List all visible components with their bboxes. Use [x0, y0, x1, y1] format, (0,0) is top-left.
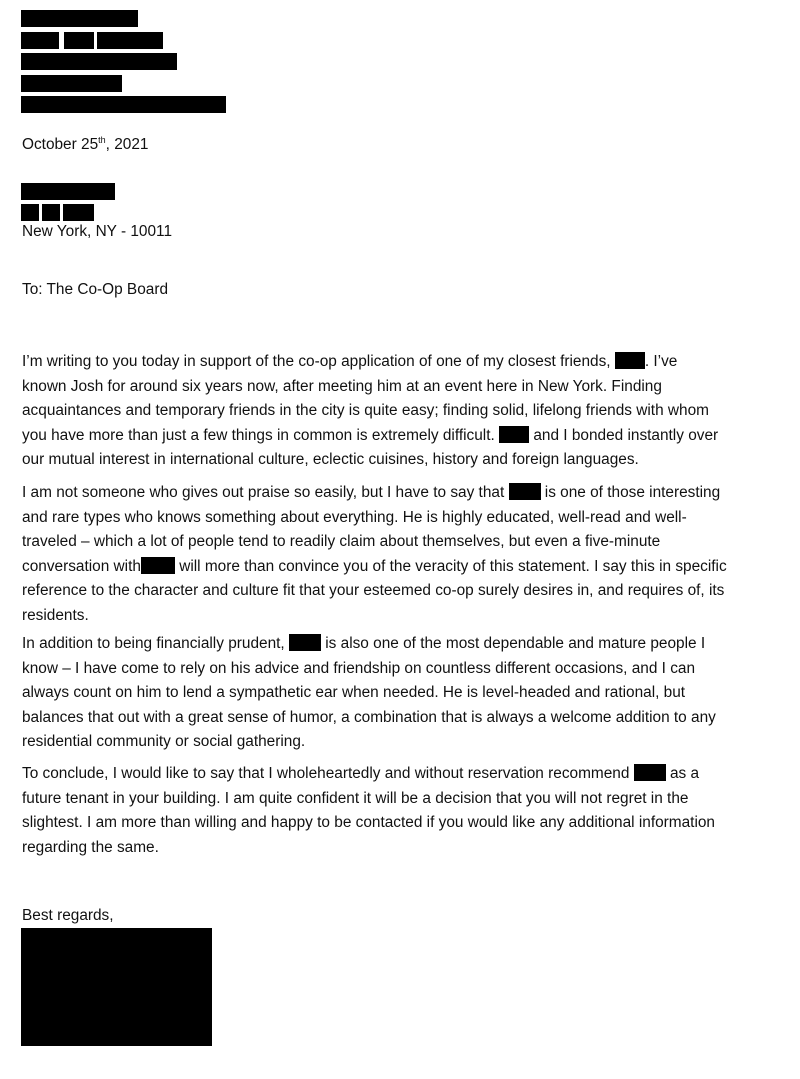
paragraph-line: conversation with will more than convince you of the veracity of this statement. I say this in specific [22, 557, 727, 575]
paragraph-line: known Josh for around six years now, after meeting him at an event here in New York. Finding [22, 377, 662, 395]
paragraph-line: and rare types who knows something about everything. He is highly educated, well-read and well- [22, 508, 687, 526]
redacted-sender-name [21, 10, 138, 27]
date-suffix: th [98, 135, 106, 145]
closing: Best regards, [22, 907, 114, 924]
body-paragraph-1 [22, 350, 782, 473]
paragraph-line: reference to the character and culture fit that your esteemed co-op surely desires in, and requires of, its [22, 582, 725, 600]
date-month-day: October 25 [22, 136, 99, 153]
paragraph-line: always count on him to lend a sympathetic ear when needed. He is level-headed and rational, but [22, 684, 686, 702]
redacted-name [499, 426, 529, 443]
paragraph-line: I am not someone who gives out praise so easily, but I have to say that is one of those interesting [22, 484, 721, 501]
redacted-recipient-street [63, 204, 94, 221]
redacted-name [509, 483, 541, 500]
redacted-name [634, 764, 666, 781]
paragraph-line: our mutual interest in international culture, eclectic cuisines, history and foreign languages. [22, 451, 639, 469]
body-paragraph-3 [22, 632, 782, 755]
recipient-city: New York, NY - 10011 [22, 223, 173, 240]
paragraph-line: traveled – which a lot of people tend to readily claim about themselves, but even a five-minute [22, 533, 661, 551]
paragraph-line: you have more than just a few things in common is extremely difficult. and I bonded instantly over [22, 426, 719, 444]
paragraph-line: residents. [22, 606, 89, 624]
redacted-sender-street [97, 32, 163, 49]
redacted-recipient-name [21, 183, 115, 200]
date-year: , 2021 [105, 136, 149, 153]
salutation: To: The Co-Op Board [22, 281, 168, 298]
redacted-sender-street [21, 32, 59, 49]
body-paragraph-4 [22, 762, 782, 860]
paragraph-line: To conclude, I would like to say that I wholeheartedly and without reservation recommend as a [22, 765, 700, 782]
paragraph-line: In addition to being financially prudent, is also one of the most dependable and mature people I [22, 635, 706, 652]
paragraph-line: regarding the same. [22, 838, 159, 856]
redacted-recipient-street [21, 204, 39, 221]
redacted-recipient-street [42, 204, 60, 221]
letter-date [22, 135, 148, 155]
redacted-sender-phone [21, 75, 122, 92]
paragraph-line: residential community or social gathering. [22, 733, 306, 751]
paragraph-line: slightest. I am more than willing and happy to be contacted if you would like any additional information [22, 814, 715, 832]
paragraph-line: acquaintances and temporary friends in the city is quite easy; finding solid, lifelong friends with whom [22, 402, 709, 420]
redacted-name [141, 557, 175, 574]
paragraph-line: balances that out with a great sense of humor, a combination that is always a welcome addition to any [22, 708, 716, 726]
redacted-name [615, 352, 645, 369]
body-paragraph-2 [22, 481, 782, 629]
paragraph-line: know – I have come to rely on his advice and friendship on countless different occasions, and I can [22, 659, 696, 677]
redacted-sender-city [21, 53, 177, 70]
paragraph-line: I’m writing to you today in support of the co-op application of one of my closest friends, . I’ve [22, 353, 678, 370]
paragraph-line: future tenant in your building. I am quite confident it will be a decision that you will not regret in the [22, 789, 689, 807]
redacted-name [289, 634, 321, 651]
redacted-signature [21, 928, 212, 1046]
redacted-sender-street [64, 32, 94, 49]
redacted-sender-email [21, 96, 226, 113]
